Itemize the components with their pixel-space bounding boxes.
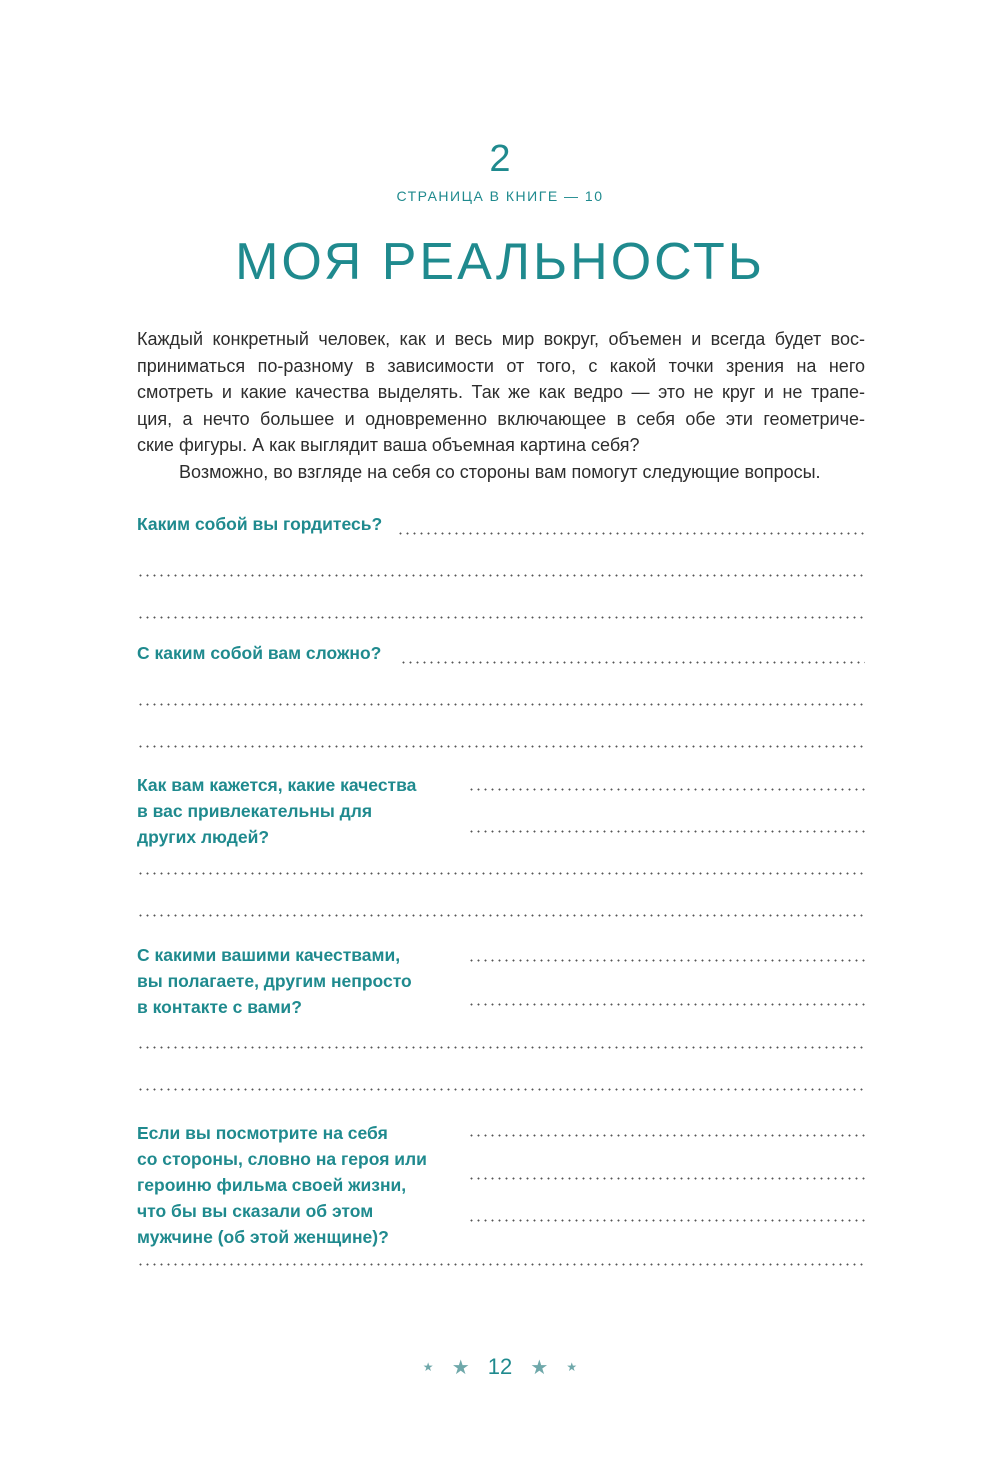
book-page-reference: СТРАНИЦА В КНИГЕ — 10 [396,188,604,204]
page-title: МОЯ РЕАЛЬНОСТЬ [235,233,765,291]
question-line: других людей? [137,827,270,847]
intro-line: приниматься по-разному в зависимости от того, с какой точки зрения на него [137,355,865,376]
question-line: мужчине (об этой женщине)? [137,1227,389,1247]
question-line: героиню фильма своей жизни, [137,1175,407,1195]
answer-line[interactable] [468,788,865,791]
chapter-number: 2 [489,138,511,180]
star-icon: ★ [451,1356,470,1379]
question-line: вы полагаете, другим непросто [137,971,412,991]
question-3 [137,772,416,850]
page-number: 12 [487,1354,513,1380]
answer-line[interactable] [137,914,865,917]
answer-line[interactable] [468,959,865,962]
answer-line[interactable] [137,1088,865,1091]
answer-line[interactable] [137,703,865,706]
answer-line[interactable] [137,1263,865,1266]
intro-line: ция, а нечто большее и одновременно включающее в себя обе эти геометриче- [137,408,865,429]
question-line: С какими вашими качествами, [137,945,401,965]
answer-line[interactable] [400,661,865,664]
intro-line: смотреть и какие качества выделять. Так же как ведро — это не круг и не трапе- [137,382,865,402]
answer-line[interactable] [137,574,865,577]
question-line: С каким собой вам сложно? [137,643,382,663]
intro-paragraph [137,326,865,459]
answer-line[interactable] [137,1046,865,1049]
question-1 [137,511,382,537]
question-line: Каким собой вы гордитесь? [137,514,383,534]
question-4 [137,942,412,1020]
question-line: Если вы посмотрите на себя [137,1123,388,1143]
intro-line: Каждый конкретный человек, как и весь мир вокруг, объемен и всегда будет вос- [137,329,865,349]
answer-line[interactable] [468,1177,865,1180]
star-icon: ★ [566,1360,578,1375]
question-line: в вас привлекательны для [137,801,373,821]
answer-line[interactable] [468,1003,865,1006]
intro-paragraph-2: Возможно, во взгляде на себя со стороны вам помогут следующие вопросы. [179,461,821,482]
answer-line[interactable] [137,872,865,875]
answer-line[interactable] [397,532,865,535]
answer-line[interactable] [468,1134,865,1137]
question-line: со стороны, словно на героя или [137,1149,427,1169]
answer-line[interactable] [137,745,865,748]
page-footer [0,1353,1000,1380]
star-icon: ★ [422,1360,434,1375]
question-line: Как вам кажется, какие качества [137,775,417,795]
question-line: в контакте с вами? [137,997,302,1017]
intro-text [137,326,865,485]
answer-line[interactable] [468,830,865,833]
intro-line: ские фигуры. А как выглядит ваша объемная картина себя? [137,435,640,455]
question-5 [137,1120,427,1250]
answer-line[interactable] [137,616,865,619]
answer-line[interactable] [468,1219,865,1222]
star-icon: ★ [530,1356,549,1379]
question-2 [137,640,381,666]
question-line: что бы вы сказали об этом [137,1201,374,1221]
